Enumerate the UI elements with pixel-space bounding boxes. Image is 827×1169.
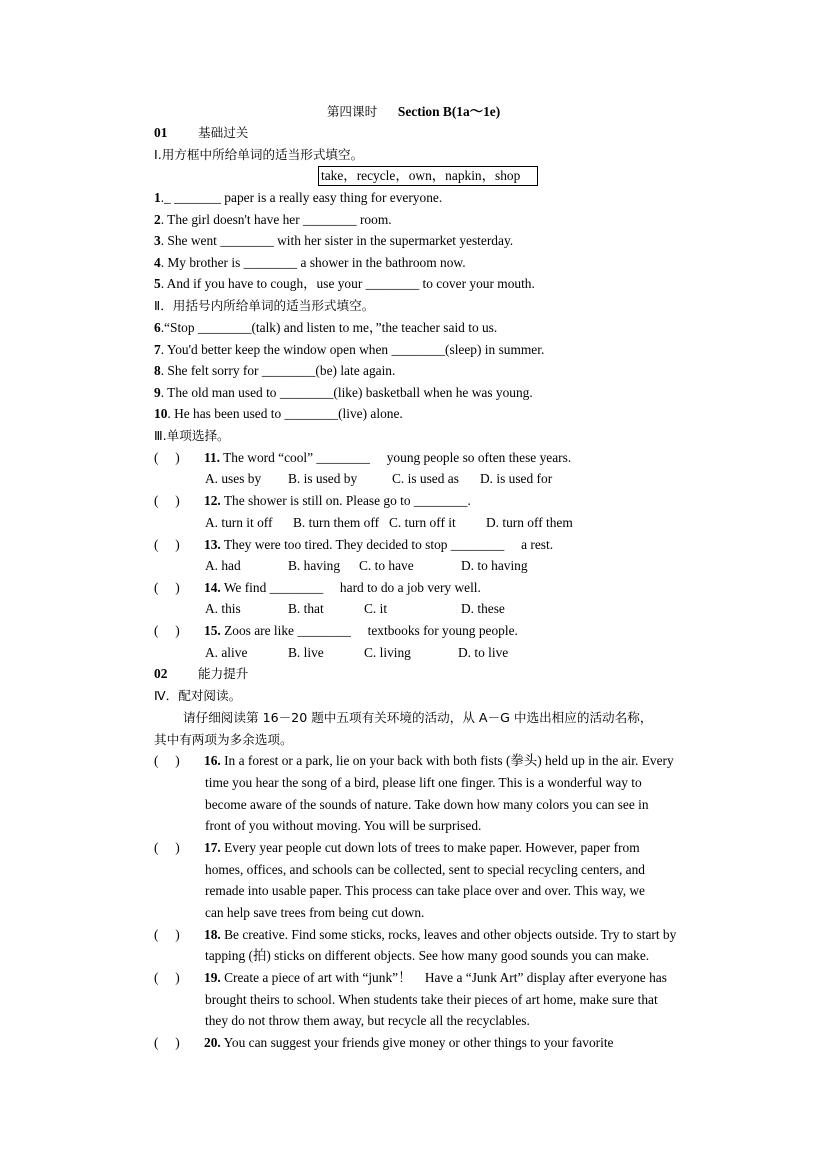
part-IV-instructions-line-2: 其中有两项为多余选项。 <box>154 732 293 747</box>
question-19 <box>154 969 667 987</box>
question-number: 11. <box>204 450 220 465</box>
question-10 <box>154 405 403 423</box>
question-text: . She felt sorry for ________(be) late again. <box>160 363 396 378</box>
passage-line: You can suggest your friends give money or other things to your favorite <box>220 1035 614 1050</box>
question-text: We find ________ hard to do a job very well. <box>220 580 481 595</box>
option-c: C. living <box>364 645 411 660</box>
question-number: 5 <box>154 276 161 291</box>
passage-line: time you hear the song of a bird, please lift one finger. This is a wonderful way to <box>205 775 642 790</box>
answer-blank[interactable]: ( ) <box>154 1035 180 1050</box>
part-I-heading: Ⅰ.用方框中所给单词的适当形式填空。 <box>154 147 364 162</box>
option-a: A. turn it off <box>205 515 273 530</box>
question-9 <box>154 384 533 402</box>
passage-line: homes, offices, and schools can be collected, sent to special recycling centers, and <box>205 862 645 877</box>
answer-blank[interactable]: ( ) <box>154 450 180 465</box>
option-a: A. uses by <box>205 471 262 486</box>
answer-blank[interactable]: ( ) <box>154 927 180 942</box>
question-number: 20. <box>204 1035 221 1050</box>
question-number: 10 <box>154 406 168 421</box>
question-number: 19. <box>204 970 221 985</box>
passage-line: remade into usable paper. This process can take place over and over. This way, we <box>205 883 645 898</box>
option-d: D. turn off them <box>486 515 573 530</box>
option-d: D. to live <box>458 645 509 660</box>
question-8 <box>154 362 395 380</box>
passage-line: In a forest or a park, lie on your back with both fists (拳头) held up in the air. Every <box>220 753 674 768</box>
question-18 <box>154 926 676 944</box>
question-text: . She went ________ with her sister in the supermarket yesterday. <box>160 233 514 248</box>
section-02-header <box>154 665 354 683</box>
question-17 <box>154 839 640 857</box>
option-d: D. to having <box>461 558 528 573</box>
question-number: 8 <box>154 363 161 378</box>
question-4 <box>154 254 466 272</box>
question-number: 18. <box>204 927 221 942</box>
answer-blank[interactable]: ( ) <box>154 537 180 552</box>
question-text: The shower is still on. Please go to ________. <box>220 493 471 508</box>
section-02-number: 02 <box>154 666 168 681</box>
option-c: C. turn off it <box>389 515 456 530</box>
question-6 <box>154 319 497 337</box>
question-text: .“Stop ________(talk) and listen to me，”the teacher said to us. <box>160 320 498 335</box>
option-b: B. having <box>288 558 341 573</box>
answer-blank[interactable]: ( ) <box>154 580 180 595</box>
title-prefix: 第四课时 <box>326 104 378 119</box>
question-number: 9 <box>154 385 161 400</box>
answer-blank[interactable]: ( ) <box>154 970 180 985</box>
question-5 <box>154 275 535 293</box>
passage-line: Create a piece of art with “junk”！ Have a “Junk Art” display after everyone has <box>220 970 667 985</box>
question-text: . He has been used to ________(live) alone. <box>167 406 403 421</box>
title-main: Section B(1a～1e) <box>397 104 501 119</box>
option-b: B. that <box>288 601 324 616</box>
passage-line: they do not throw them away, but recycle all the recyclables. <box>205 1013 530 1028</box>
question-13 <box>154 536 553 554</box>
question-number: 17. <box>204 840 221 855</box>
question-text: Zoos are like ________ textbooks for young people. <box>220 623 518 638</box>
question-16 <box>154 752 674 770</box>
section-01-label: 基础过关 <box>198 125 249 140</box>
question-number: 6 <box>154 320 161 335</box>
passage-line: brought theirs to school. When students take their pieces of art home, make sure that <box>205 992 658 1007</box>
question-text: ._ _______ paper is a really easy thing for everyone. <box>160 190 443 205</box>
option-c: C. it <box>364 601 388 616</box>
question-number: 3 <box>154 233 161 248</box>
passage-line: become aware of the sounds of nature. Take down how many colors you can see in <box>205 797 649 812</box>
question-number: 2 <box>154 212 161 227</box>
page-title <box>0 103 827 121</box>
question-7 <box>154 341 544 359</box>
question-text: The word “cool” ________ young people so often these years. <box>220 450 572 465</box>
option-d: D. these <box>461 601 505 616</box>
question-text: . And if you have to cough，use your ________ to cover your mouth. <box>160 276 535 291</box>
passage-line: front of you without moving. You will be surprised. <box>205 818 482 833</box>
answer-blank[interactable]: ( ) <box>154 623 180 638</box>
answer-blank[interactable]: ( ) <box>154 753 180 768</box>
part-IV-instructions-line-1: 请仔细阅读第 16－20 题中五项有关环境的活动，从 A－G 中选出相应的活动名称， <box>183 710 653 725</box>
question-2 <box>154 211 392 229</box>
question-text: . My brother is ________ a shower in the bathroom now. <box>160 255 466 270</box>
question-14 <box>154 579 481 597</box>
question-15 <box>154 622 518 640</box>
answer-blank[interactable]: ( ) <box>154 840 180 855</box>
question-1 <box>154 189 442 207</box>
question-number: 16. <box>204 753 221 768</box>
question-text: . The girl doesn't have her ________ room. <box>160 212 392 227</box>
option-c: C. to have <box>359 558 414 573</box>
passage-line: Every year people cut down lots of trees to make paper. However, paper from <box>220 840 640 855</box>
question-number: 14. <box>204 580 221 595</box>
question-number: 7 <box>154 342 161 357</box>
question-number: 13. <box>204 537 221 552</box>
option-d: D. is used for <box>480 471 553 486</box>
question-number: 4 <box>154 255 161 270</box>
passage-line: can help save trees from being cut down. <box>205 905 425 920</box>
question-text: . The old man used to ________(like) basketball when he was young. <box>160 385 533 400</box>
option-a: A. alive <box>205 645 248 660</box>
question-number: 12. <box>204 493 221 508</box>
answer-blank[interactable]: ( ) <box>154 493 180 508</box>
option-b: B. is used by <box>288 471 358 486</box>
part-III-heading: Ⅲ.单项选择。 <box>154 428 230 443</box>
question-20 <box>154 1034 613 1052</box>
option-a: A. had <box>205 558 241 573</box>
question-12 <box>154 492 471 510</box>
section-01-header <box>154 124 354 142</box>
question-text: . You'd better keep the window open when ________(sleep) in summer. <box>160 342 545 357</box>
option-b: B. live <box>288 645 324 660</box>
part-II-heading: Ⅱ．用括号内所给单词的适当形式填空。 <box>154 298 375 313</box>
option-b: B. turn them off <box>293 515 380 530</box>
passage-line: tapping (拍) sticks on different objects. See how many good sounds you can make. <box>205 948 650 963</box>
question-11 <box>154 449 571 467</box>
option-c: C. is used as <box>392 471 459 486</box>
part-IV-heading: Ⅳ．配对阅读。 <box>154 688 242 703</box>
option-a: A. this <box>205 601 241 616</box>
section-01-number: 01 <box>154 125 168 140</box>
question-3 <box>154 232 513 250</box>
question-number: 15. <box>204 623 221 638</box>
question-number: 1 <box>154 190 161 205</box>
section-02-label: 能力提升 <box>198 666 249 681</box>
question-text: They were too tired. They decided to stop ________ a rest. <box>220 537 554 552</box>
passage-line: Be creative. Find some sticks, rocks, leaves and other objects outside. Try to start by <box>220 927 677 942</box>
word-box: take，recycle，own，napkin，shop <box>318 166 538 186</box>
